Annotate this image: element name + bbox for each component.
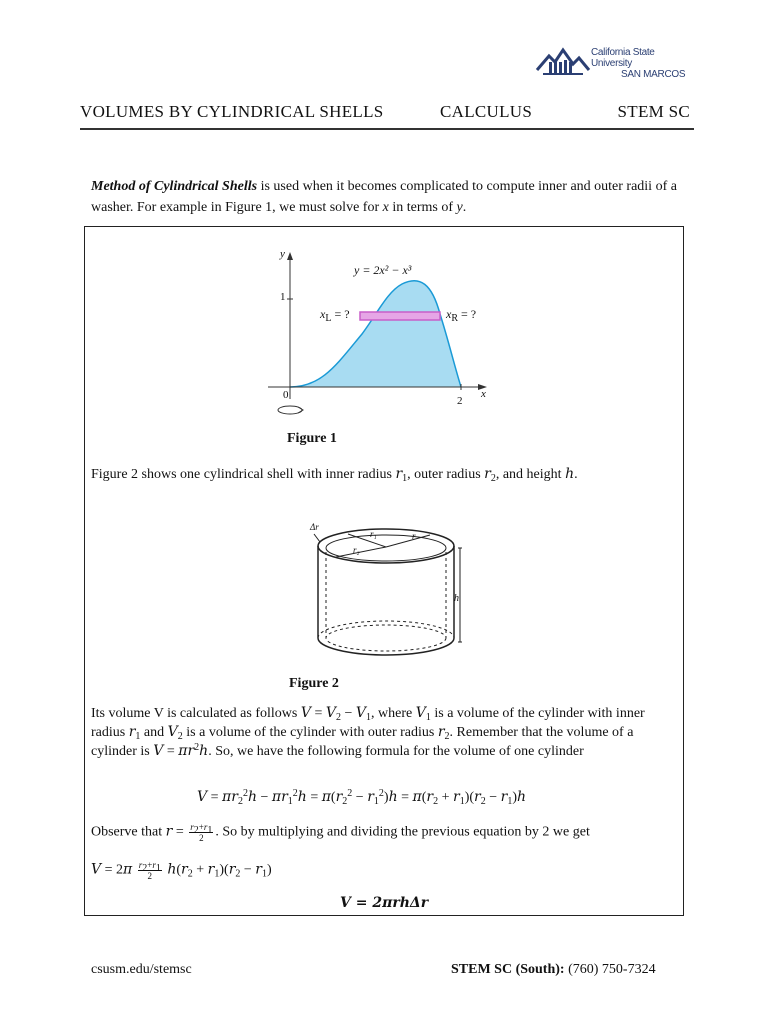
area-region (290, 281, 461, 387)
inner-top-rim (326, 535, 446, 561)
r2-label: r₂ (353, 545, 360, 555)
delta-r-pointer (314, 534, 320, 542)
header-title: VOLUMES BY CYLINDRICAL SHELLS (80, 102, 384, 121)
page-header (80, 100, 694, 130)
figure2-cylinder (306, 520, 476, 665)
delta-r-label: Δr (310, 522, 319, 532)
volume-explanation: Its volume V is calculated as follows $V = V_2 - V_1$, where $V_1$ is a volume of the cylinder with inner radius $r_1$ and $V_2$ is a volume of the cylinder with outer radius $r_2$. Remember that the volume of a cylinder is $V = \pi r^2h$. So, we have the following formula for the volume of one cylinder (91, 705, 645, 759)
outer-bottom-back (318, 621, 454, 638)
y-axis-arrow-icon (287, 252, 293, 260)
observation-text: Observe that r = $\frac{r_2+r_1}{2}$ . So by multiplying and dividing the previous equation by 2 we get (91, 822, 590, 843)
xr-label: $x_R$ = ? (446, 307, 477, 324)
intro-text: is used when it becomes complicated to compute inner and outer radii of a washer. For example in Figure 1, we must solve for (91, 179, 677, 215)
intro-paragraph (91, 176, 691, 218)
header-subject: CALCULUS (440, 102, 533, 121)
header-org: STEM SC (617, 102, 690, 121)
shell-description: Figure 2 shows one cylindrical shell with inner radius $r_1$, outer radius $r_2$, and height h. (91, 466, 578, 484)
university-logo (535, 44, 695, 80)
x-axis-label: x (481, 388, 486, 400)
tick-label-2: 2 (457, 395, 463, 407)
r1-label: r₁ (370, 529, 377, 539)
footer-contact: STEM SC (South): (760) 750-7324 (451, 962, 656, 977)
shell-volume-formula: $V = \pi r_2^2h - \pi r_1^2h = \pi(r_2^2 - r_1^2)h = \pi(r_2 + r_1)(r_2 - r_1)h$ (197, 788, 527, 807)
y-axis-label: y (280, 248, 285, 260)
intro-text-2: in terms of (388, 200, 457, 215)
outer-bottom-rim (318, 638, 454, 655)
horizontal-strip (360, 312, 440, 320)
figure2-caption: Figure 2 (289, 676, 339, 691)
university-logo-icon (535, 44, 591, 76)
intro-end: . (462, 200, 467, 215)
inner-bottom-rim (326, 625, 446, 651)
r-label: r (412, 531, 416, 541)
footer-website: csusm.edu/stemsc (91, 962, 192, 977)
final-formula: V = 2πrhΔr (340, 895, 429, 911)
tick-label-1: 1 (280, 291, 286, 303)
intro-var-x: x (382, 200, 389, 215)
logo-line1: California State University (591, 47, 655, 69)
xl-label: $x_L$ = ? (320, 307, 350, 324)
curve-equation: y = 2x² − x³ (354, 263, 412, 277)
figure1-caption: Figure 1 (287, 431, 337, 446)
expanded-formula: V = 2π $\frac{r_2+r_1}{2}$ $h(r_2 + r_1)(r_2 - r_1)$ (91, 860, 272, 881)
method-term: Method of Cylindrical Shells (91, 179, 258, 194)
intro-var-y: y (456, 200, 463, 215)
logo-line2: SAN MARCOS (621, 69, 686, 80)
h-label: h (454, 593, 459, 604)
tick-label-0: 0 (283, 389, 289, 401)
